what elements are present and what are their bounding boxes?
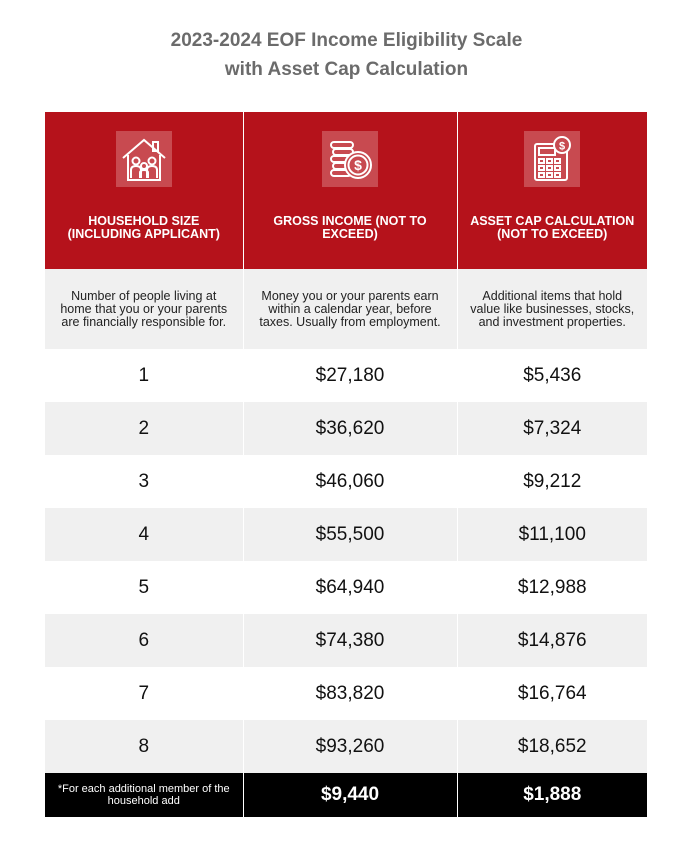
- house-family-icon: [116, 131, 172, 187]
- header-household-size: [45, 112, 243, 269]
- header-gross-income: [243, 112, 457, 269]
- table-row: [45, 614, 647, 667]
- description-gross-income: Money you or your parents earn within a calendar year, before taxes. Usually from employment.: [243, 269, 457, 349]
- asset-cap-cell: $5,436: [457, 349, 647, 402]
- svg-text:$: $: [354, 157, 362, 173]
- asset-cap-cell: $7,324: [457, 402, 647, 455]
- additional-member-label: *For each additional member of the household add: [45, 773, 243, 817]
- household-size-cell: 8: [45, 720, 243, 773]
- gross-income-cell: $64,940: [243, 561, 457, 614]
- header-label: ASSET CAP CALCULATION (NOT TO EXCEED): [470, 214, 635, 241]
- asset-cap-cell: $9,212: [457, 455, 647, 508]
- additional-asset-value: $1,888: [457, 773, 647, 817]
- asset-cap-cell: $14,876: [457, 614, 647, 667]
- eligibility-table: [45, 112, 647, 817]
- gross-income-cell: $27,180: [243, 349, 457, 402]
- table-row: [45, 349, 647, 402]
- table-row: [45, 455, 647, 508]
- page-title: [0, 26, 693, 84]
- title-line-2: with Asset Cap Calculation: [224, 59, 469, 80]
- coins-dollar-icon: [322, 131, 378, 187]
- household-size-cell: 3: [45, 455, 243, 508]
- header-label: GROSS INCOME (NOT TO EXCEED): [273, 214, 427, 241]
- household-size-cell: 2: [45, 402, 243, 455]
- gross-income-cell: $83,820: [243, 667, 457, 720]
- household-size-cell: 6: [45, 614, 243, 667]
- gross-income-cell: $55,500: [243, 508, 457, 561]
- gross-income-cell: $36,620: [243, 402, 457, 455]
- gross-income-cell: $93,260: [243, 720, 457, 773]
- header-row: [45, 112, 647, 269]
- description-asset-cap: Additional items that hold value like businesses, stocks, and investment properties.: [457, 269, 647, 349]
- calculator-dollar-icon: [524, 131, 580, 187]
- household-size-cell: 5: [45, 561, 243, 614]
- household-size-cell: 1: [45, 349, 243, 402]
- table-row: [45, 508, 647, 561]
- additional-income-value: $9,440: [243, 773, 457, 817]
- table-row: [45, 561, 647, 614]
- title-line-1: 2023-2024 EOF Income Eligibility Scale: [170, 30, 523, 51]
- table-row: [45, 402, 647, 455]
- table-row: [45, 667, 647, 720]
- asset-cap-cell: $16,764: [457, 667, 647, 720]
- description-household-size: Number of people living at home that you or your parents are financially responsible for.: [45, 269, 243, 349]
- header-label: HOUSEHOLD SIZE (INCLUDING APPLICANT): [67, 214, 220, 241]
- asset-cap-cell: $11,100: [457, 508, 647, 561]
- asset-cap-cell: $12,988: [457, 561, 647, 614]
- description-row: [45, 269, 647, 349]
- asset-cap-cell: $18,652: [457, 720, 647, 773]
- gross-income-cell: $74,380: [243, 614, 457, 667]
- table-row: [45, 720, 647, 773]
- svg-text:$: $: [559, 140, 566, 153]
- gross-income-cell: $46,060: [243, 455, 457, 508]
- additional-member-row: [45, 773, 647, 817]
- household-size-cell: 4: [45, 508, 243, 561]
- household-size-cell: 7: [45, 667, 243, 720]
- header-asset-cap: [457, 112, 647, 269]
